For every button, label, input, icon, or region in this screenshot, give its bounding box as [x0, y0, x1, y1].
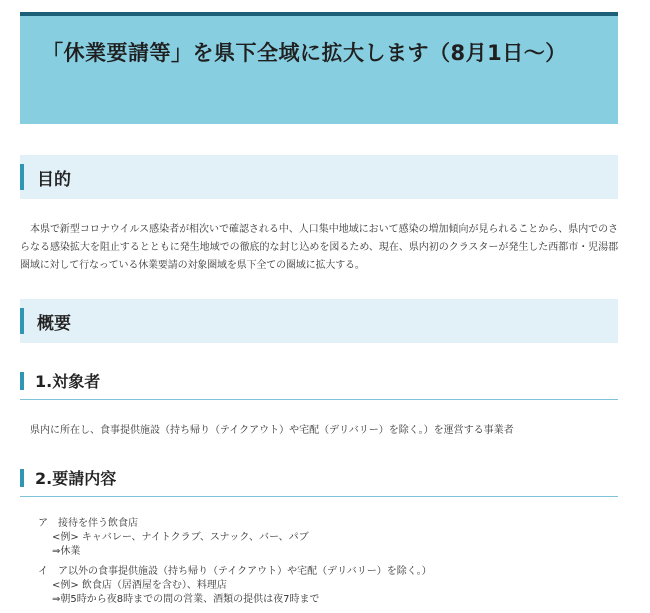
- heading-accent-bar: [20, 308, 24, 334]
- request-item-result: ⇒朝5時から夜8時までの間の営業、酒類の提供は夜7時まで: [52, 594, 320, 605]
- subheading-requests-label: 2.要請内容: [35, 469, 117, 488]
- targets-text: 県内に所在し、食事提供施設（持ち帰り（テイクアウト）や宅配（デリバリー）を除く。）を運営する事業者: [30, 425, 514, 436]
- subheading-accent-bar: [20, 372, 24, 390]
- subheading-requests: [20, 459, 618, 497]
- request-item-example: <例> 飲食店（居酒屋を含む）、料理店: [52, 580, 227, 591]
- request-item-label: ア 接待を伴う飲食店: [38, 518, 138, 529]
- request-item-label: イ ア以外の食事提供施設（持ち帰り（テイクアウト）や宅配（デリバリー）を除く。）: [38, 566, 432, 577]
- section-heading-overview-label: 概要: [37, 313, 71, 334]
- heading-accent-bar: [20, 164, 24, 190]
- subheading-targets: [20, 362, 618, 400]
- subheading-targets-label: 1.対象者: [35, 372, 101, 391]
- subheading-accent-bar: [20, 469, 24, 487]
- request-item-example: <例> キャバレー、ナイトクラブ、スナック、バー、パブ: [52, 532, 309, 543]
- page-title: 「休業要請等」を県下全域に拡大します（8月1日～）: [42, 41, 567, 65]
- request-item-result: ⇒休業: [52, 546, 81, 557]
- request-list: [38, 517, 598, 607]
- page-title-banner: [20, 12, 618, 124]
- section-heading-overview: [20, 299, 618, 343]
- section-heading-purpose: [20, 155, 618, 199]
- request-item-b: [38, 565, 598, 607]
- request-item-a: [38, 517, 598, 559]
- purpose-paragraph: 本県で新型コロナウイルス感染者が相次いで確認される中、人口集中地域において感染の増加傾向が見られることから、県内でのさらなる感染拡大を阻止するとともに発生地域での徹底的な封じ込めを図るため、現在、県内初のクラスターが発生した西都市・児湯郡圏域に対して行なっている休業要請の対象圏域を県下全ての圏域に拡大する。: [20, 224, 618, 271]
- section-heading-purpose-label: 目的: [37, 169, 71, 190]
